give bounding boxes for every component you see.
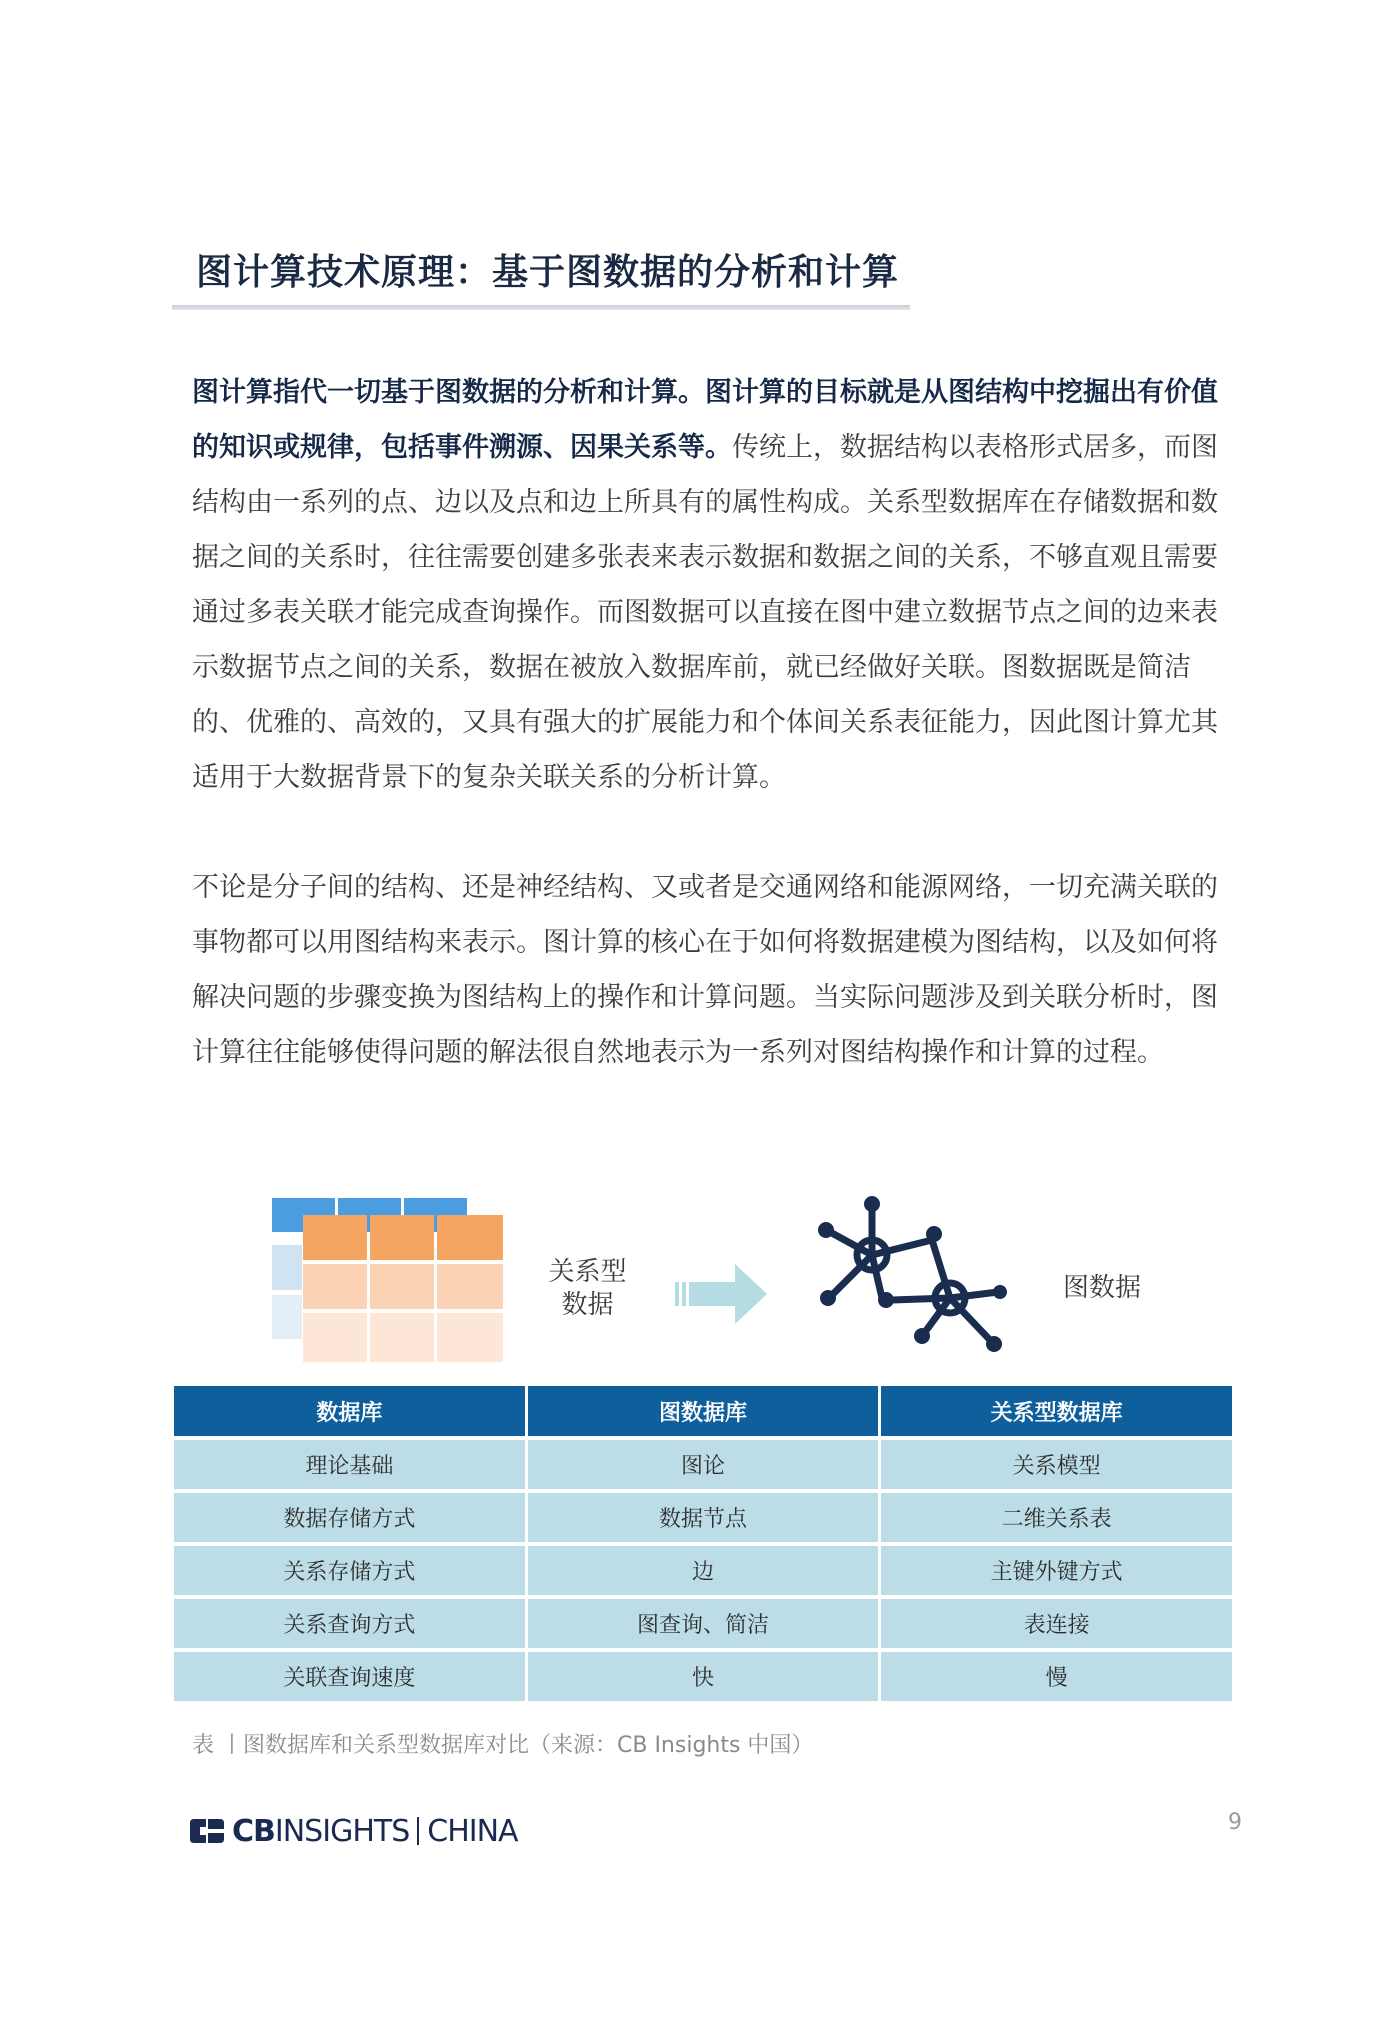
- table-cell-back: [272, 1245, 302, 1290]
- table-cell: 关系模型: [881, 1440, 1232, 1489]
- arrow-right-icon: [675, 1262, 767, 1326]
- table-cell: [437, 1264, 503, 1309]
- page-number: 9: [1228, 1810, 1242, 1835]
- logo-china-text: CHINA: [427, 1813, 518, 1849]
- table-cell: [437, 1313, 503, 1362]
- table-cell: 主键外键方式: [881, 1546, 1232, 1595]
- heading-underline: [172, 305, 910, 310]
- table-row: [174, 1546, 1232, 1595]
- graph-network-icon: [810, 1190, 1010, 1360]
- table-cell: 关系查询方式: [174, 1599, 525, 1648]
- table-cell: [303, 1264, 367, 1309]
- table-cell: 关联查询速度: [174, 1652, 525, 1701]
- table-cell: [437, 1215, 503, 1260]
- logo-cb-text: CB: [232, 1813, 275, 1849]
- table-cell: 图论: [528, 1440, 879, 1489]
- table-cell: [370, 1215, 434, 1260]
- table-cell-back: [272, 1295, 302, 1339]
- header-database: 数据库: [174, 1386, 525, 1436]
- header-relational-database: 关系型数据库: [881, 1386, 1232, 1436]
- table-caption: 表 丨图数据库和关系型数据库对比（来源：CB Insights 中国）: [192, 1733, 814, 1758]
- table-cell: [370, 1313, 434, 1362]
- table-header-row: [174, 1386, 1232, 1436]
- table-cell: 快: [528, 1652, 879, 1701]
- table-cell: 数据节点: [528, 1493, 879, 1542]
- relational-data-label-line1: 关系型: [548, 1257, 627, 1287]
- paragraph-2: 不论是分子间的结构、还是神经结构、又或者是交通网络和能源网络，一切充满关联的事物都可以用图结构来表示。图计算的核心在于如何将数据建模为图结构，以及如何将解决问题的步骤变换为图结构上的操作和计算问题。当实际问题涉及到关联分析时，图计算往往能够使得问题的解法很自然地表示为一系列对图结构操作和计算的过程。: [192, 872, 1218, 1068]
- cb-insights-china-logo: [190, 1814, 518, 1848]
- table-cell: [303, 1313, 367, 1362]
- table-cell: 关系存储方式: [174, 1546, 525, 1595]
- paragraph-1-text: 传统上，数据结构以表格形式居多，而图结构由一系列的点、边以及点和边上所具有的属性构成。关系型数据库在存储数据和数据之间的关系时，往往需要创建多张表来表示数据和数据之间的关系，不够直观且需要通过多表关联才能完成查询操作。而图数据可以直接在图中建立数据节点之间的边来表示数据节点之间的关系，数据在被放入数据库前，就已经做好关联。图数据既是简洁的、优雅的、高效的，又具有强大的扩展能力和个体间关系表征能力，因此图计算尤其适用于大数据背景下的复杂关联关系的分析计算。: [192, 432, 1218, 793]
- logo-divider: [417, 1817, 419, 1845]
- cb-insights-logo-icon: [190, 1819, 224, 1843]
- table-cell: 二维关系表: [881, 1493, 1232, 1542]
- header-graph-database: 图数据库: [528, 1386, 879, 1436]
- table-row: [174, 1440, 1232, 1489]
- table-cell: 慢: [881, 1652, 1232, 1701]
- table-row: [174, 1493, 1232, 1542]
- graph-data-label: 图数据: [1062, 1273, 1141, 1303]
- table-cell: 数据存储方式: [174, 1493, 525, 1542]
- paragraph-1-bold: 图计算指代一切基于图数据的分析和计算。图计算的目标就是从图结构中挖掘出有价值的知识或规律，包括事件溯源、因果关系等。: [192, 377, 1218, 463]
- table-cell: [370, 1264, 434, 1309]
- table-row: [174, 1599, 1232, 1648]
- logo-insights-text: INSIGHTS: [274, 1813, 410, 1849]
- comparison-table: [171, 1382, 1235, 1705]
- paragraph-1: [192, 365, 1222, 805]
- table-cell: 表连接: [881, 1599, 1232, 1648]
- table-cell: 理论基础: [174, 1440, 525, 1489]
- relational-data-label: [535, 1256, 640, 1322]
- table-row: [174, 1652, 1232, 1701]
- table-cell: 图查询、简洁: [528, 1599, 879, 1648]
- table-cell: 边: [528, 1546, 879, 1595]
- table-cell: [303, 1215, 367, 1260]
- relational-data-label-line2: 数据: [561, 1290, 614, 1320]
- page-heading: 图计算技术原理：基于图数据的分析和计算: [196, 252, 900, 293]
